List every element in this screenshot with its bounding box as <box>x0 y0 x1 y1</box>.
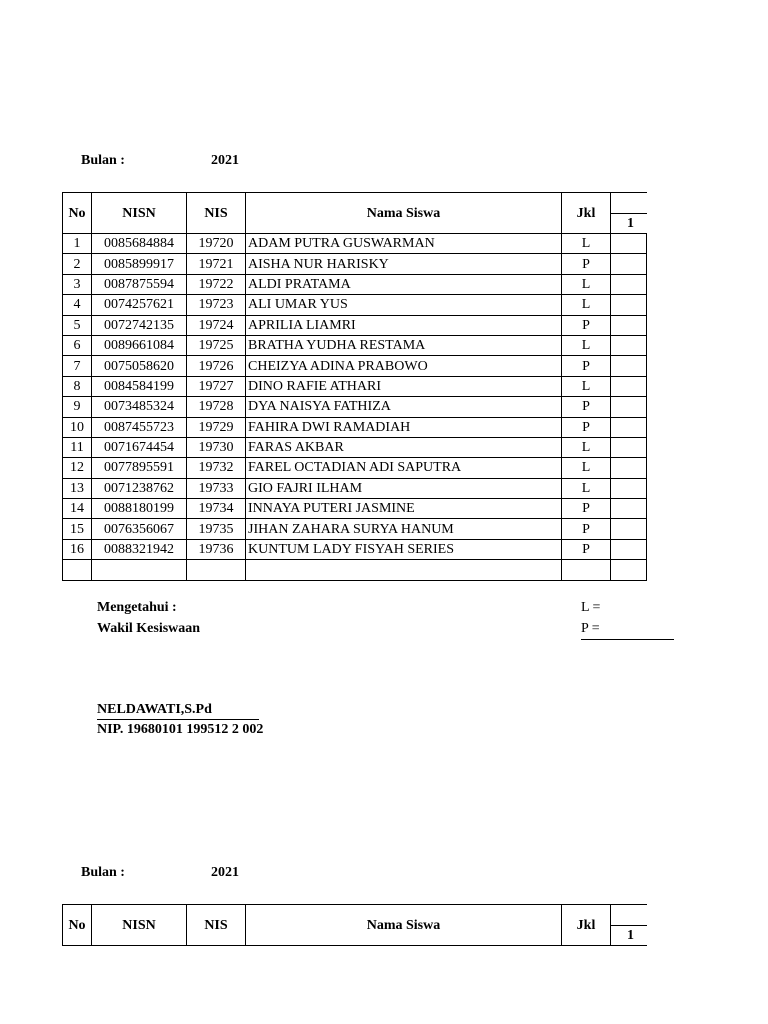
table-row <box>63 274 647 294</box>
signer-name: NELDAWATI,S.Pd <box>97 702 212 717</box>
attendance-table-2 <box>62 904 647 946</box>
table-row <box>63 519 647 539</box>
cell-empty <box>611 560 647 580</box>
bulan-label-2: Bulan : <box>81 865 125 880</box>
cell-no: 7 <box>63 356 92 376</box>
cell-nisn: 0072742135 <box>92 315 187 335</box>
cell-nisn: 0085899917 <box>92 254 187 274</box>
header-nisn: NISN <box>92 193 187 234</box>
cell-nisn: 0073485324 <box>92 397 187 417</box>
cell-nis: 19721 <box>187 254 246 274</box>
cell-day-1 <box>611 295 647 315</box>
bulan-label: Bulan : <box>81 153 125 168</box>
cell-no: 8 <box>63 376 92 396</box>
cell-day-1 <box>611 478 647 498</box>
cell-day-1 <box>611 437 647 457</box>
cell-nama-siswa: CHEIZYA ADINA PRABOWO <box>246 356 562 376</box>
header-nis: NIS <box>187 193 246 234</box>
cell-nama-siswa: ALDI PRATAMA <box>246 274 562 294</box>
cell-nama-siswa: FAREL OCTADIAN ADI SAPUTRA <box>246 458 562 478</box>
cell-nisn: 0087875594 <box>92 274 187 294</box>
cell-day-1 <box>611 356 647 376</box>
table-header-row <box>63 193 647 234</box>
cell-nama-siswa: FARAS AKBAR <box>246 437 562 457</box>
header-days <box>611 193 647 234</box>
table-row <box>63 234 647 254</box>
table-row <box>63 295 647 315</box>
wakil-kesiswaan-label: Wakil Kesiswaan <box>97 621 201 636</box>
cell-empty <box>92 560 187 580</box>
cell-jkl: P <box>562 539 611 559</box>
header-nama-siswa: Nama Siswa <box>246 193 562 234</box>
table-row <box>63 315 647 335</box>
header-nama-siswa: Nama Siswa <box>246 905 562 946</box>
table-row <box>63 376 647 396</box>
table-row <box>63 397 647 417</box>
cell-nis: 19726 <box>187 356 246 376</box>
cell-nisn: 0075058620 <box>92 356 187 376</box>
cell-empty <box>562 560 611 580</box>
header-day-1: 1 <box>611 213 647 234</box>
cell-empty <box>187 560 246 580</box>
cell-nama-siswa: DYA NAISYA FATHIZA <box>246 397 562 417</box>
cell-nama-siswa: DINO RAFIE ATHARI <box>246 376 562 396</box>
cell-nisn: 0088321942 <box>92 539 187 559</box>
cell-nis: 19733 <box>187 478 246 498</box>
cell-nama-siswa: FAHIRA DWI RAMADIAH <box>246 417 562 437</box>
header-no: No <box>63 193 92 234</box>
cell-no: 12 <box>63 458 92 478</box>
cell-nis: 19722 <box>187 274 246 294</box>
cell-nis: 19728 <box>187 397 246 417</box>
cell-day-1 <box>611 519 647 539</box>
cell-nisn: 0088180199 <box>92 499 187 519</box>
cell-no: 14 <box>63 499 92 519</box>
header-jkl: Jkl <box>562 193 611 234</box>
cell-jkl: P <box>562 397 611 417</box>
cell-nama-siswa: JIHAN ZAHARA SURYA HANUM <box>246 519 562 539</box>
cell-nisn: 0071674454 <box>92 437 187 457</box>
cell-no: 1 <box>63 234 92 254</box>
mengetahui-label: Mengetahui : <box>97 600 177 615</box>
attendance-table <box>62 192 647 581</box>
cell-nama-siswa: KUNTUM LADY FISYAH SERIES <box>246 539 562 559</box>
cell-nama-siswa: GIO FAJRI ILHAM <box>246 478 562 498</box>
cell-jkl: L <box>562 335 611 355</box>
cell-day-1 <box>611 335 647 355</box>
cell-jkl: L <box>562 478 611 498</box>
cell-nama-siswa: ADAM PUTRA GUSWARMAN <box>246 234 562 254</box>
cell-no: 2 <box>63 254 92 274</box>
count-l-label: L = <box>581 600 601 615</box>
cell-nisn: 0074257621 <box>92 295 187 315</box>
cell-no: 9 <box>63 397 92 417</box>
cell-no: 6 <box>63 335 92 355</box>
cell-day-1 <box>611 315 647 335</box>
header-nis: NIS <box>187 905 246 946</box>
table-row <box>63 254 647 274</box>
cell-no: 15 <box>63 519 92 539</box>
table-row <box>63 458 647 478</box>
cell-no: 13 <box>63 478 92 498</box>
cell-day-1 <box>611 499 647 519</box>
cell-nis: 19729 <box>187 417 246 437</box>
table-row <box>63 356 647 376</box>
cell-nisn: 0084584199 <box>92 376 187 396</box>
cell-nisn: 0089661084 <box>92 335 187 355</box>
cell-nis: 19720 <box>187 234 246 254</box>
year-label-2: 2021 <box>211 865 239 880</box>
cell-nis: 19734 <box>187 499 246 519</box>
cell-no: 11 <box>63 437 92 457</box>
cell-jkl: L <box>562 274 611 294</box>
cell-nis: 19732 <box>187 458 246 478</box>
cell-jkl: L <box>562 295 611 315</box>
table-row <box>63 499 647 519</box>
cell-no: 10 <box>63 417 92 437</box>
cell-nisn: 0076356067 <box>92 519 187 539</box>
cell-jkl: P <box>562 254 611 274</box>
cell-no: 16 <box>63 539 92 559</box>
student-rows <box>63 234 647 581</box>
header-jkl: Jkl <box>562 905 611 946</box>
header-day-1: 1 <box>611 925 647 946</box>
cell-no: 3 <box>63 274 92 294</box>
cell-nama-siswa: AISHA NUR HARISKY <box>246 254 562 274</box>
cell-nis: 19730 <box>187 437 246 457</box>
cell-day-1 <box>611 274 647 294</box>
cell-empty <box>63 560 92 580</box>
cell-day-1 <box>611 376 647 396</box>
header-days <box>611 905 647 946</box>
cell-nama-siswa: BRATHA YUDHA RESTAMA <box>246 335 562 355</box>
cell-nisn: 0085684884 <box>92 234 187 254</box>
cell-jkl: P <box>562 519 611 539</box>
cell-nama-siswa: APRILIA LIAMRI <box>246 315 562 335</box>
cell-nis: 19723 <box>187 295 246 315</box>
cell-day-1 <box>611 458 647 478</box>
cell-nis: 19735 <box>187 519 246 539</box>
table-row <box>63 539 647 559</box>
cell-nama-siswa: INNAYA PUTERI JASMINE <box>246 499 562 519</box>
cell-jkl: P <box>562 356 611 376</box>
table-row-empty <box>63 560 647 580</box>
cell-jkl: L <box>562 376 611 396</box>
total-underline <box>581 639 674 640</box>
cell-nis: 19736 <box>187 539 246 559</box>
cell-jkl: P <box>562 315 611 335</box>
cell-empty <box>246 560 562 580</box>
header-no: No <box>63 905 92 946</box>
cell-nama-siswa: ALI UMAR YUS <box>246 295 562 315</box>
table-header-row <box>63 905 647 946</box>
count-p-label: P = <box>581 621 600 636</box>
cell-nisn: 0077895591 <box>92 458 187 478</box>
cell-day-1 <box>611 397 647 417</box>
table-row <box>63 335 647 355</box>
table-row <box>63 437 647 457</box>
cell-day-1 <box>611 234 647 254</box>
table-row <box>63 417 647 437</box>
cell-nis: 19725 <box>187 335 246 355</box>
year-label: 2021 <box>211 153 239 168</box>
cell-nisn: 0071238762 <box>92 478 187 498</box>
cell-nis: 19724 <box>187 315 246 335</box>
cell-nisn: 0087455723 <box>92 417 187 437</box>
cell-day-1 <box>611 539 647 559</box>
cell-jkl: L <box>562 437 611 457</box>
cell-jkl: P <box>562 417 611 437</box>
cell-no: 5 <box>63 315 92 335</box>
signature-underline <box>97 719 259 720</box>
cell-jkl: L <box>562 234 611 254</box>
table-row <box>63 478 647 498</box>
header-nisn: NISN <box>92 905 187 946</box>
signer-nip: NIP. 19680101 199512 2 002 <box>97 722 264 737</box>
cell-no: 4 <box>63 295 92 315</box>
cell-nis: 19727 <box>187 376 246 396</box>
cell-jkl: L <box>562 458 611 478</box>
cell-day-1 <box>611 417 647 437</box>
cell-day-1 <box>611 254 647 274</box>
cell-jkl: P <box>562 499 611 519</box>
